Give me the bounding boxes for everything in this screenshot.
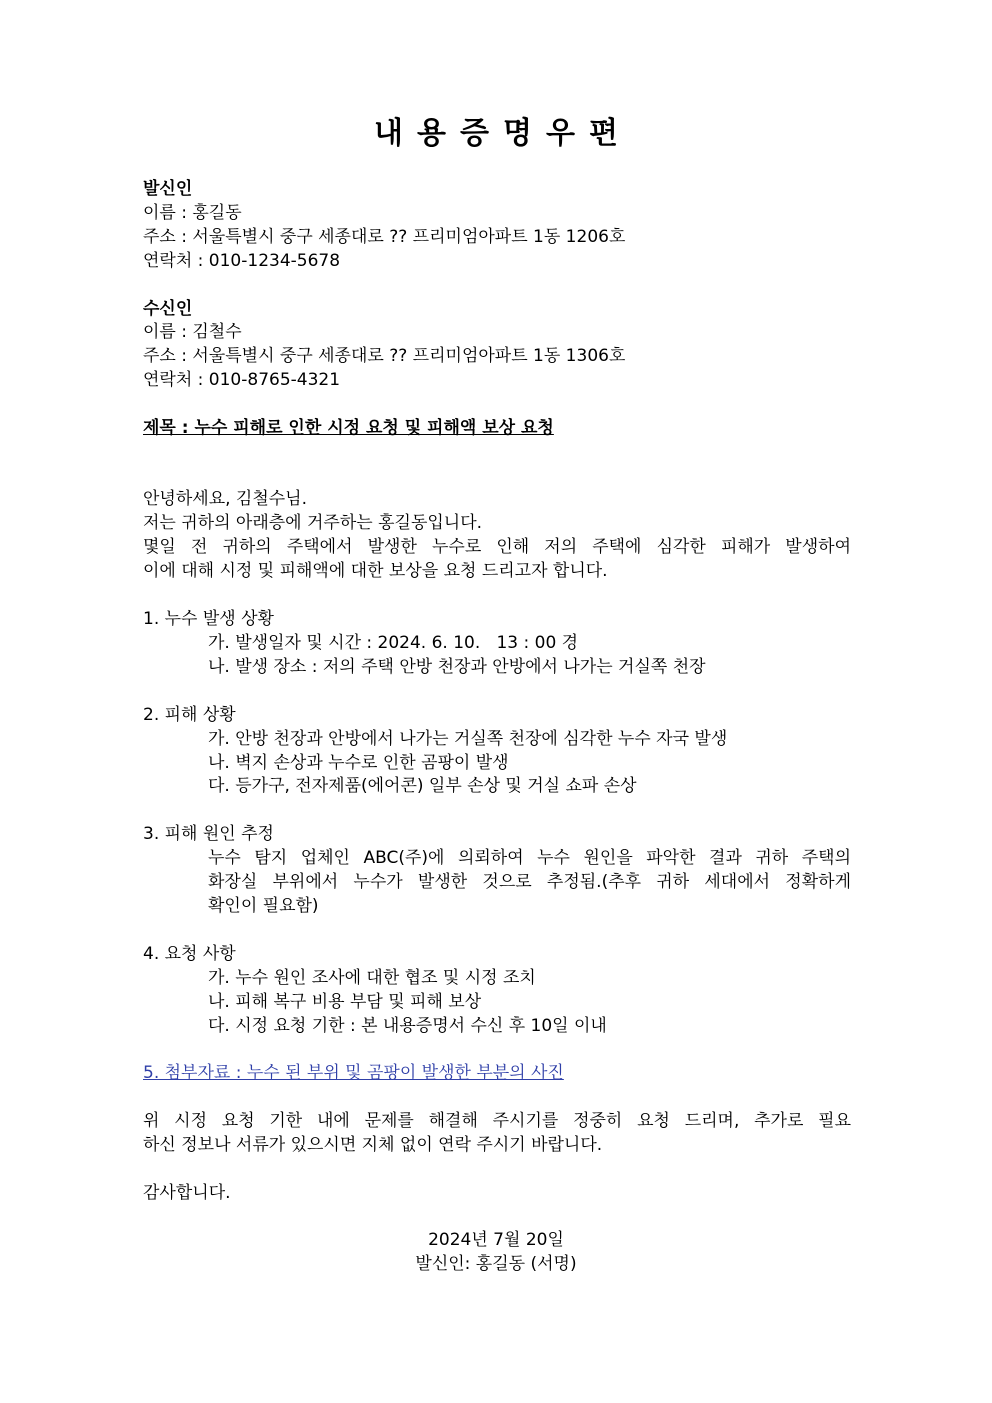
recipient-contact: 연락처 : 010-8765-4321: [143, 370, 341, 390]
section-2-item-c: 다. 등가구, 전자제품(에어콘) 일부 손상 및 거실 쇼파 손상: [208, 776, 637, 796]
section-3-line-1: 누수 탐지 업체인 ABC(주)에 의뢰하여 누수 원인을 파악한 결과 귀하 주택의: [208, 848, 851, 868]
section-2-item-a: 가. 안방 천장과 안방에서 나가는 거실쪽 천장에 심각한 누수 자국 발생: [208, 729, 728, 749]
sender-heading: 발신인: [143, 179, 193, 199]
section-3-line-2: 화장실 부위에서 누수가 발생한 것으로 추정됨.(추후 귀하 세대에서 정확하게: [208, 872, 851, 892]
section-1-heading: 1. 누수 발생 상황: [143, 609, 274, 629]
attachment-line: 5. 첨부자료 : 누수 된 부위 및 곰팡이 발생한 부분의 사진: [143, 1063, 564, 1083]
section-4-item-b: 나. 피해 복구 비용 부담 및 피해 보상: [208, 992, 482, 1012]
sender-address: 주소 : 서울특별시 중구 세종대로 ?? 프리미엄아파트 1동 1206호: [143, 227, 626, 247]
greeting: 안녕하세요, 김철수님.: [143, 489, 308, 509]
section-4-heading: 4. 요청 사항: [143, 944, 236, 964]
signature-line: 발신인: 홍길동 (서명): [415, 1254, 577, 1274]
section-3-line-3: 확인이 필요함): [208, 896, 319, 916]
sender-name: 이름 : 홍길동: [143, 203, 242, 223]
closing-line-1: 위 시정 요청 기한 내에 문제를 해결해 주시기를 정중히 요청 드리며, 추가로 필요: [143, 1111, 851, 1131]
section-1-item-b: 나. 발생 장소 : 저의 주택 안방 천장과 안방에서 나가는 거실쪽 천장: [208, 657, 706, 677]
document-date: 2024년 7월 20일: [428, 1230, 564, 1250]
section-2-heading: 2. 피해 상황: [143, 705, 236, 725]
document-title: 내용증명우편: [374, 116, 632, 151]
thanks-line: 감사합니다.: [143, 1183, 231, 1203]
sender-contact: 연락처 : 010-1234-5678: [143, 251, 341, 271]
recipient-name: 이름 : 김철수: [143, 322, 242, 342]
section-1-item-a: 가. 발생일자 및 시간 : 2024. 6. 10. 13 : 00 경: [208, 633, 579, 653]
section-4-item-c: 다. 시정 요청 기한 : 본 내용증명서 수신 후 10일 이내: [208, 1016, 607, 1036]
section-4-item-a: 가. 누수 원인 조사에 대한 협조 및 시정 조치: [208, 968, 536, 988]
intro-line-3: 이에 대해 시정 및 피해액에 대한 보상을 요청 드리고자 합니다.: [143, 561, 608, 581]
closing-line-2: 하신 정보나 서류가 있으시면 지체 없이 연락 주시기 바랍니다.: [143, 1135, 603, 1155]
subject-line: 제목 : 누수 피해로 인한 시정 요청 및 피해액 보상 요청: [143, 418, 554, 438]
intro-line-2: 몇일 전 귀하의 주택에서 발생한 누수로 인해 저의 주택에 심각한 피해가 발생하여: [143, 537, 851, 557]
intro-line-1: 저는 귀하의 아래층에 거주하는 홍길동입니다.: [143, 513, 483, 533]
recipient-heading: 수신인: [143, 299, 193, 319]
recipient-address: 주소 : 서울특별시 중구 세종대로 ?? 프리미엄아파트 1동 1306호: [143, 346, 626, 366]
section-3-heading: 3. 피해 원인 추정: [143, 824, 274, 844]
section-2-item-b: 나. 벽지 손상과 누수로 인한 곰팡이 발생: [208, 753, 509, 773]
